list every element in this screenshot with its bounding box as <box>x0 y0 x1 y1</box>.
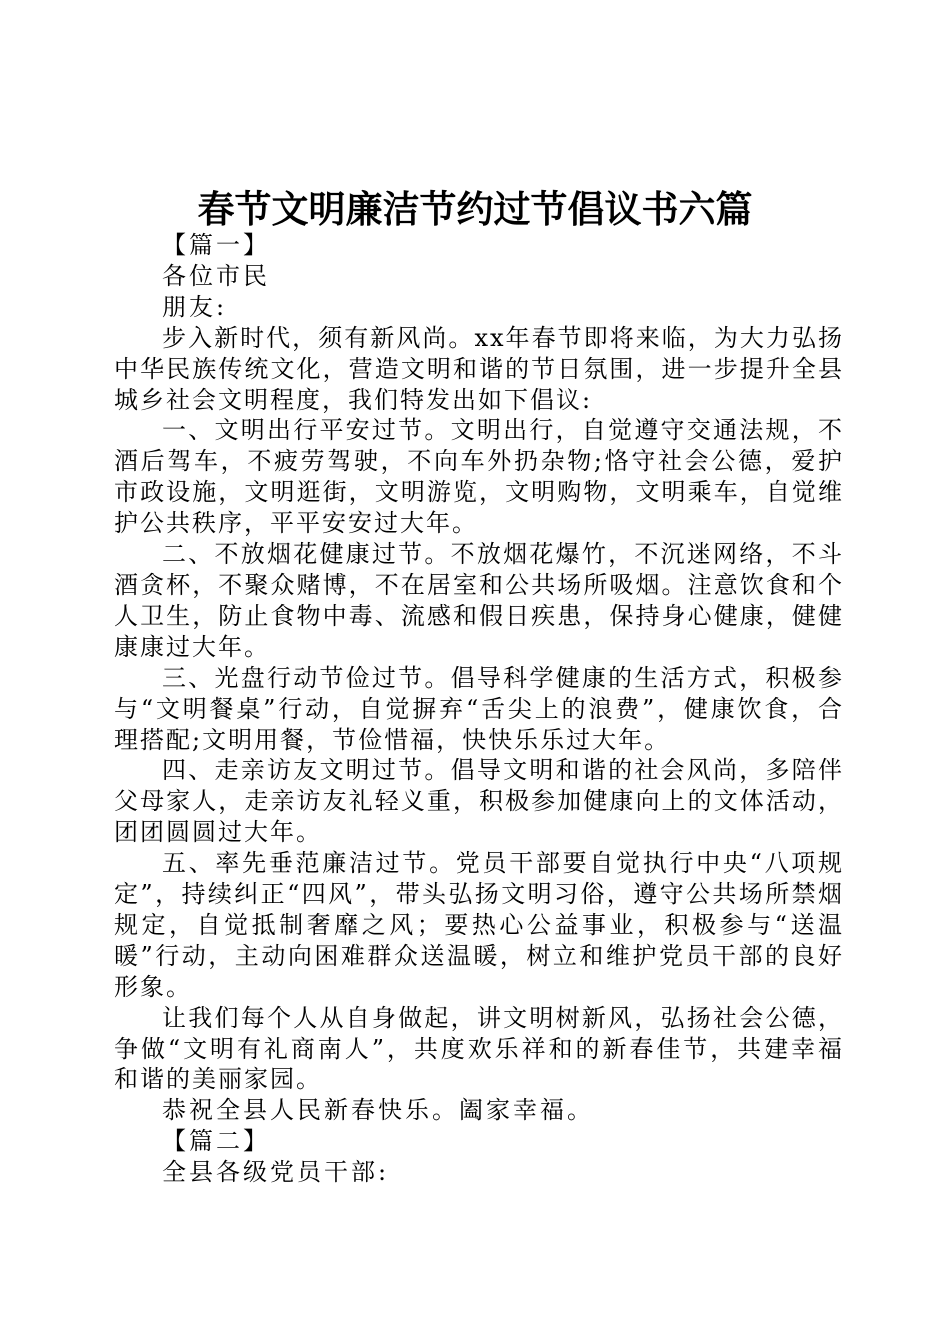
section-heading-1: 【篇一】 <box>162 231 270 259</box>
proposal-item-3: 三、光盘行动节俭过节。倡导科学健康的生活方式，积极参与“文明餐桌”行动，自觉摒弃“舌尖上的浪费”，健康饮食，合理搭配;文明用餐，节俭惜福，快快乐乐过大年。 <box>114 663 844 754</box>
closing-paragraph: 让我们每个人从自身做起，讲文明树新风，弘扬社会公德，争做“文明有礼商南人”，共度欢乐祥和的新春佳节，共建幸福和谐的美丽家园。 <box>114 1003 844 1094</box>
proposal-item-5: 五、率先垂范廉洁过节。党员干部要自觉执行中央“八项规定”，持续纠正“四风”，带头弘扬文明习俗，遵守公共场所禁烟规定，自觉抵制奢靡之风；要热心公益事业，积极参与“送温暖”行动，主动向困难群众送温暖，树立和维护党员干部的良好形象。 <box>114 849 844 1001</box>
proposal-item-2: 二、不放烟花健康过节。不放烟花爆竹，不沉迷网络，不斗酒贪杯，不聚众赌博，不在居室和公共场所吸烟。注意饮食和个人卫生，防止食物中毒、流感和假日疾患，保持身心健康，健健康康过大年。 <box>114 540 844 661</box>
salutation-line-3: 全县各级党员干部: <box>162 1158 390 1187</box>
document-body <box>114 230 844 1188</box>
document-title: 春节文明廉洁节约过节倡议书六篇 <box>197 187 753 231</box>
intro-paragraph: 步入新时代，须有新风尚。xx年春节即将来临，为大力弘扬中华民族传统文化，营造文明和谐的节日氛围，进一步提升全县城乡社会文明程度，我们特发出如下倡议: <box>114 323 844 414</box>
section-heading-2: 【篇二】 <box>162 1127 270 1156</box>
proposal-item-1: 一、文明出行平安过节。文明出行，自觉遵守交通法规，不酒后驾车，不疲劳驾驶，不向车外扔杂物;恪守社会公德，爱护市政设施，文明逛街，文明游览，文明购物，文明乘车，自觉维护公共秩序，平平安安过大年。 <box>114 416 844 538</box>
proposal-item-4: 四、走亲访友文明过节。倡导文明和谐的社会风尚，多陪伴父母家人，走亲访友礼轻义重，积极参加健康向上的文体活动，团团圆圆过大年。 <box>114 756 844 847</box>
greeting-line: 恭祝全县人民新春快乐。阖家幸福。 <box>162 1096 594 1125</box>
salutation-line-1: 各位市民 <box>162 261 270 290</box>
salutation-line-2: 朋友: <box>162 292 228 321</box>
